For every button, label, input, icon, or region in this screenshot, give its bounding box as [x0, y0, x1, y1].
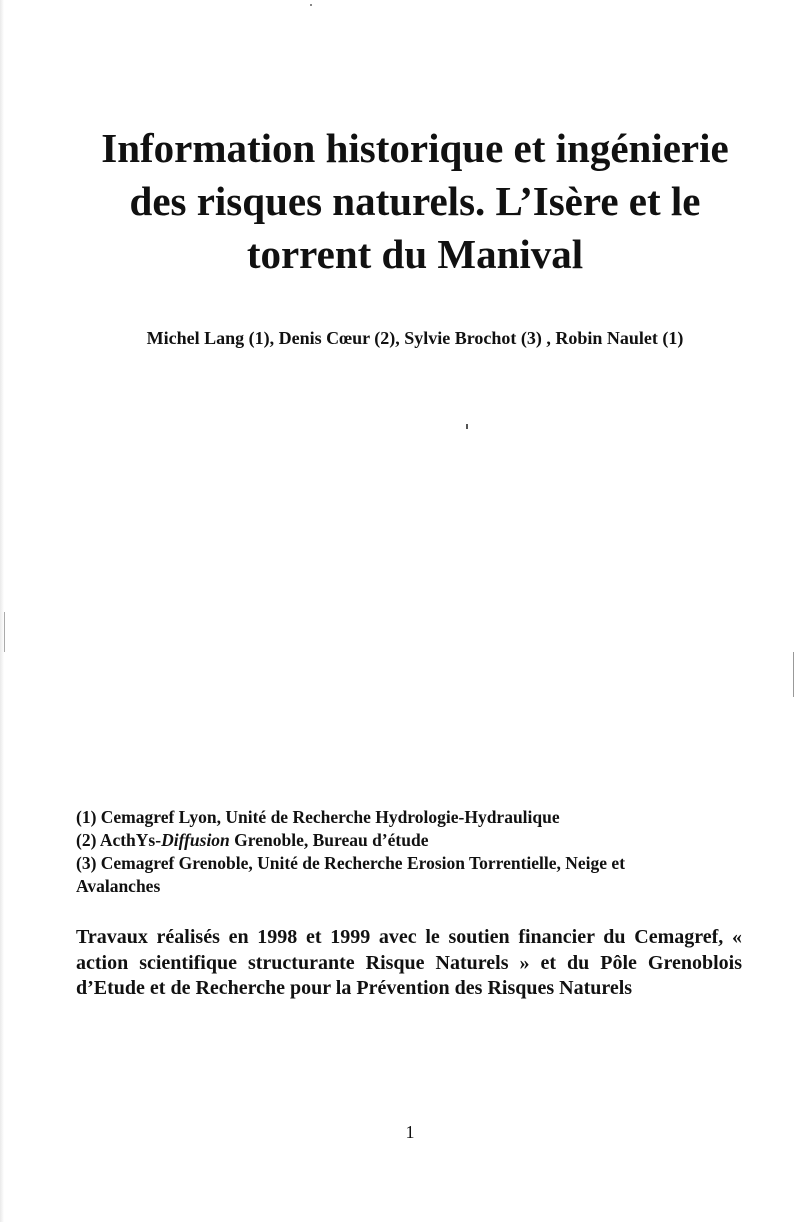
title-line-3: torrent du Manival [246, 231, 584, 277]
scan-speck [310, 4, 312, 6]
affiliation-3-continued: Avalanches [76, 876, 161, 896]
scan-speck [4, 612, 5, 652]
scan-speck [793, 652, 794, 697]
affiliation-2-italic: Diffusion [161, 830, 230, 850]
title-line-2: des risques naturels. L’Isère et le [129, 178, 701, 224]
affiliation-2-prefix: (2) ActhYs- [76, 830, 162, 850]
title-line-1: Information historique et ingénierie [101, 125, 729, 171]
affiliation-3: (3) Cemagref Grenoble, Unité de Recherche Erosion Torrentielle, Neige et [76, 853, 626, 873]
scan-speck [466, 424, 468, 429]
funding-statement: Travaux réalisés en 1998 et 1999 avec le soutien financier du Cemagref, « action scientifique structurante Risque Naturels » et du Pôle Grenoblois d’Etude et de Recherche pour la Prévention des Risques Naturels [76, 926, 742, 999]
author-list: Michel Lang (1), Denis Cœur (2), Sylvie Brochot (3) , Robin Naulet (1) [146, 328, 684, 348]
scan-edge-shadow [0, 0, 4, 1222]
affiliation-list [76, 806, 736, 898]
page-number: 1 [405, 1122, 415, 1142]
affiliation-2-suffix: Grenoble, Bureau d’étude [229, 830, 429, 850]
affiliation-2 [76, 829, 736, 852]
affiliation-1: (1) Cemagref Lyon, Unité de Recherche Hydrologie-Hydraulique [76, 807, 560, 827]
paper-title [40, 122, 790, 281]
